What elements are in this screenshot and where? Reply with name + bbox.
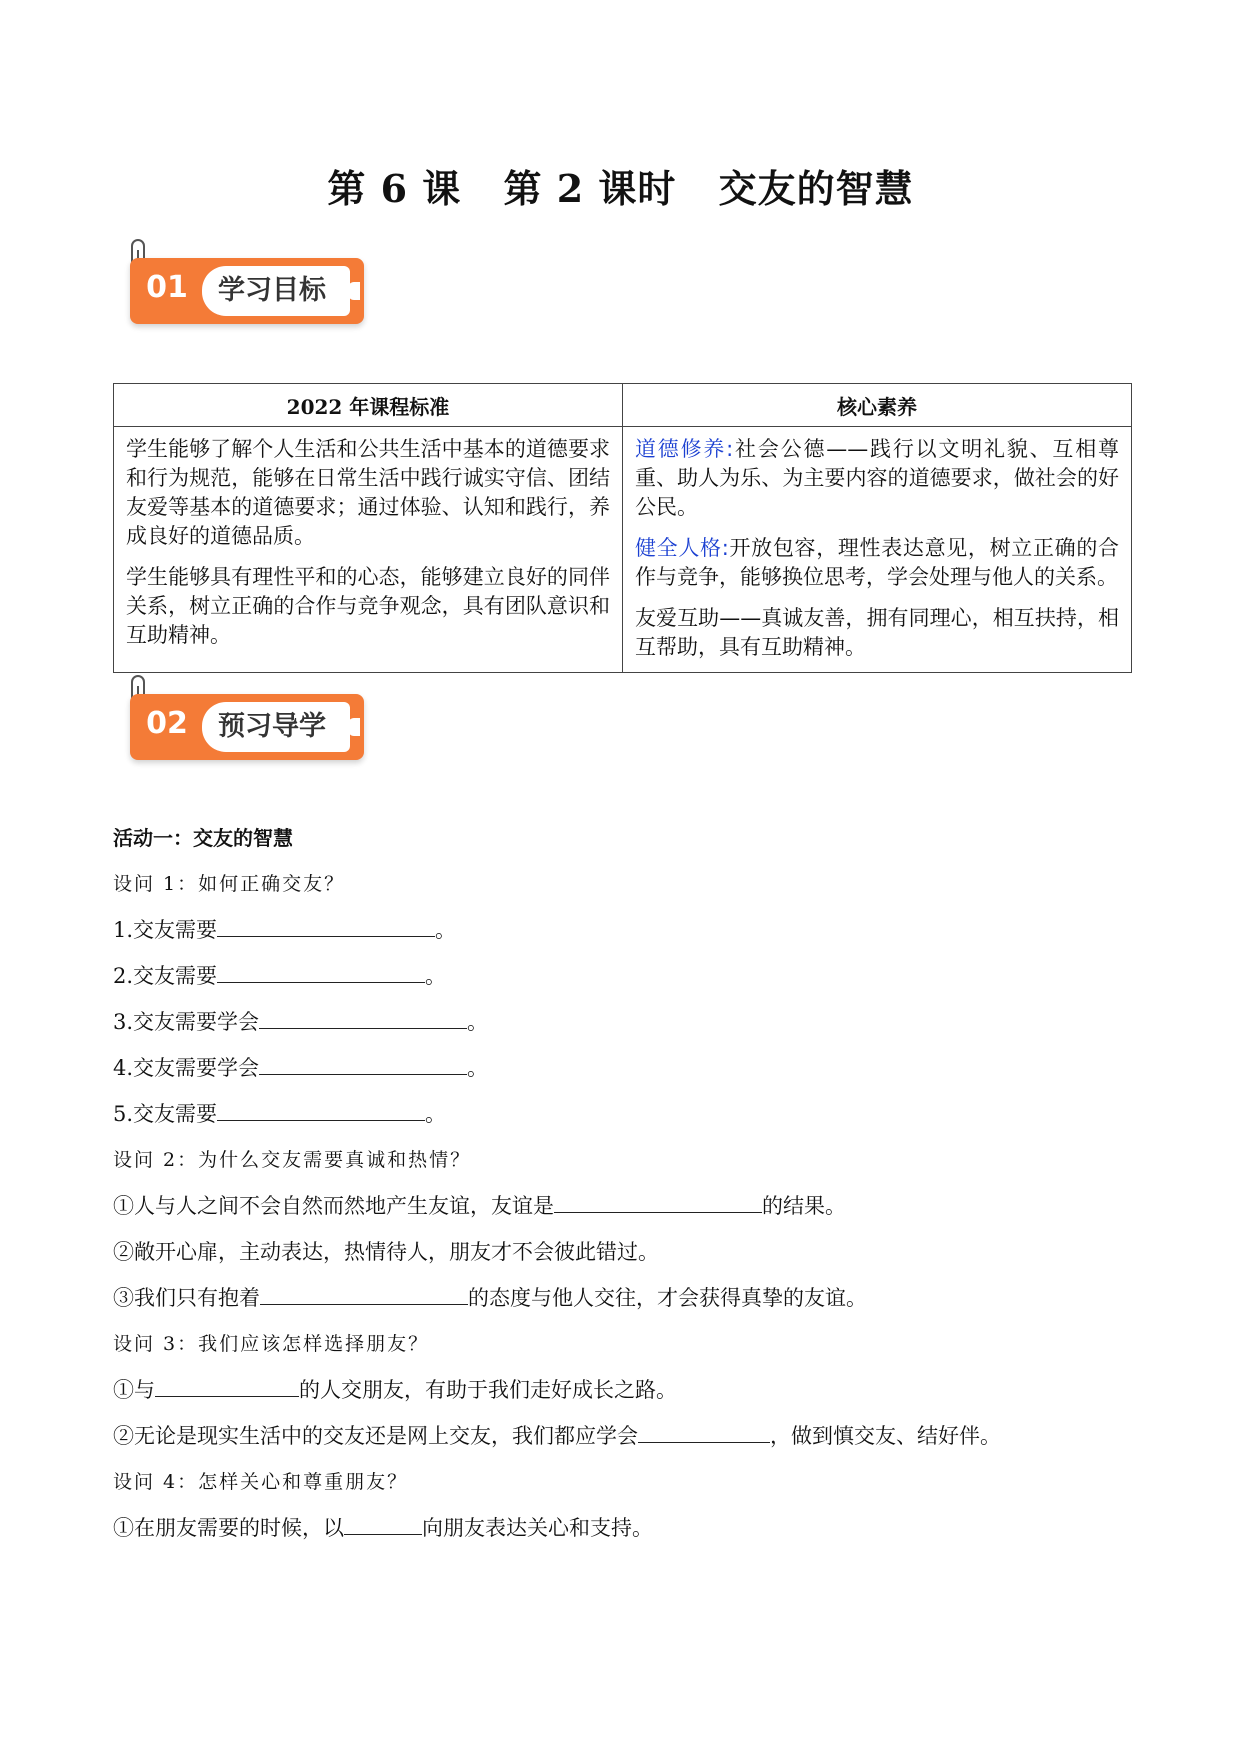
answer-blank[interactable] bbox=[259, 1048, 467, 1075]
competency-label: 健全人格: bbox=[635, 536, 729, 560]
col-header-competency: 核心素养 bbox=[623, 384, 1132, 427]
fill-line: ①人与人之间不会自然而然地产生友谊，友谊是 的结果。 bbox=[113, 1186, 1133, 1232]
lesson-number: 第 6 课 bbox=[327, 166, 462, 211]
answer-blank[interactable] bbox=[217, 1094, 425, 1121]
fill-line: 3.交友需要学会 。 bbox=[113, 1002, 1133, 1048]
competency-cell bbox=[623, 427, 1132, 673]
answer-blank[interactable] bbox=[554, 1186, 762, 1213]
answer-blank[interactable] bbox=[638, 1416, 770, 1443]
competency-paragraph: 道德修养:社会公德——践行以文明礼貌、互相尊重、助人为乐、为主要内容的道德要求，做社会的好公民。 bbox=[635, 437, 1120, 519]
question-heading: 设问 2：为什么交友需要真诚和热情？ bbox=[113, 1149, 472, 1171]
table-row bbox=[114, 427, 1132, 673]
section-label: 学习目标 bbox=[202, 266, 350, 316]
answer-blank[interactable] bbox=[259, 1002, 467, 1029]
standard-cell bbox=[114, 427, 623, 673]
standard-paragraph: 学生能够了解个人生活和公共生活中基本的道德要求和行为规范，能够在日常生活中践行诚实守信、团结友爱等基本的道德要求；通过体验、认知和践行，养成良好的道德品质。 bbox=[126, 437, 610, 548]
section-badge-goals bbox=[118, 232, 378, 332]
fill-line: ①与 的人交朋友，有助于我们走好成长之路。 bbox=[113, 1370, 1133, 1416]
lesson-name: 交友的智慧 bbox=[718, 166, 914, 211]
activity-heading: 活动一：交友的智慧 bbox=[113, 826, 293, 850]
section-number: 01 bbox=[146, 270, 188, 305]
question-heading: 设问 1：如何正确交友？ bbox=[113, 873, 346, 895]
section-label: 预习导学 bbox=[202, 702, 350, 752]
fill-line: ②无论是现实生活中的交友还是网上交友，我们都应学会 ，做到慎交友、结好伴。 bbox=[113, 1416, 1133, 1462]
standard-paragraph: 学生能够具有理性平和的心态，能够建立良好的同伴关系，树立正确的合作与竞争观念，具有团队意识和互助精神。 bbox=[126, 565, 610, 647]
curriculum-table bbox=[113, 383, 1132, 673]
fill-line: ③我们只有抱着 的态度与他人交往，才会获得真挚的友谊。 bbox=[113, 1278, 1133, 1324]
text-line: ②敞开心扉，主动表达，热情待人，朋友才不会彼此错过。 bbox=[113, 1240, 659, 1264]
preview-content bbox=[113, 818, 1133, 1554]
table-header-row bbox=[114, 384, 1132, 427]
question-heading: 设问 4：怎样关心和尊重朋友？ bbox=[113, 1471, 409, 1493]
fill-line: 4.交友需要学会 。 bbox=[113, 1048, 1133, 1094]
competency-paragraph: 健全人格:开放包容，理性表达意见，树立正确的合作与竞争，能够换位思考，学会处理与他人的关系。 bbox=[635, 536, 1120, 589]
page-title bbox=[0, 158, 1241, 213]
competency-label: 道德修养: bbox=[635, 437, 734, 461]
answer-blank[interactable] bbox=[217, 910, 435, 937]
col-header-standard: 2022 年课程标准 bbox=[114, 384, 623, 427]
competency-paragraph: 友爱互助——真诚友善，拥有同理心，相互扶持，相互帮助，具有互助精神。 bbox=[635, 606, 1119, 659]
answer-blank[interactable] bbox=[217, 956, 425, 983]
section-badge-preview bbox=[118, 668, 378, 768]
section-number: 02 bbox=[146, 706, 188, 741]
answer-blank[interactable] bbox=[260, 1278, 468, 1305]
question-heading: 设问 3：我们应该怎样选择朋友？ bbox=[113, 1333, 430, 1355]
period-number: 第 2 课时 bbox=[503, 166, 677, 211]
answer-blank[interactable] bbox=[344, 1508, 422, 1535]
fill-line: 1.交友需要 。 bbox=[113, 910, 1133, 956]
fill-line: 2.交友需要 。 bbox=[113, 956, 1133, 1002]
answer-blank[interactable] bbox=[155, 1370, 299, 1397]
fill-line: 5.交友需要 。 bbox=[113, 1094, 1133, 1140]
fill-line: ①在朋友需要的时候，以 向朋友表达关心和支持。 bbox=[113, 1508, 1133, 1554]
